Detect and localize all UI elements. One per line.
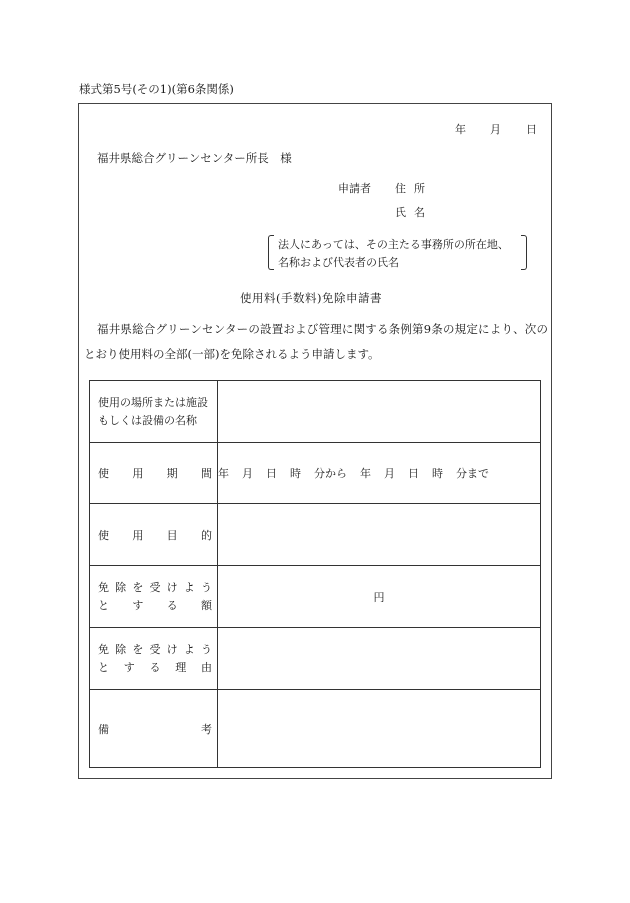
reason-label-char: る xyxy=(149,660,161,674)
period-part: 年 xyxy=(360,467,371,480)
period-label-char: 間 xyxy=(200,467,212,480)
amount-label-char: 免 xyxy=(98,580,109,594)
date-year-label: 年 xyxy=(455,123,466,136)
location-label-line-1: 使用の場所または施設 xyxy=(98,395,208,409)
table-row-remarks xyxy=(90,690,541,768)
reason-label-char: を xyxy=(132,642,144,656)
amount-value-cell[interactable] xyxy=(218,566,541,628)
date-month-label: 月 xyxy=(490,123,501,136)
addressee: 福井県総合グリーンセンター所長 様 xyxy=(97,151,292,165)
corporate-note-line-1: 法人にあっては、その主たる事務所の所在地、 xyxy=(278,238,509,251)
amount-label-char: と xyxy=(98,598,109,612)
remarks-label xyxy=(90,690,218,768)
table-row-amount xyxy=(90,566,541,628)
period-part: 月 xyxy=(384,467,395,480)
remarks-label-char: 考 xyxy=(201,722,212,736)
location-label-line-2: もしくは設備の名称 xyxy=(98,413,197,427)
body-text: 福井県総合グリーンセンターの設置および管理に関する条例第9条の規定により、次のとおり使用料の全部(一部)を免除されるよう申請します。 xyxy=(84,322,548,361)
reason-value-cell[interactable] xyxy=(218,628,541,690)
purpose-label-char: 的 xyxy=(200,528,212,542)
reason-label-char: よ xyxy=(183,642,195,656)
reason-label-char: 除 xyxy=(115,642,127,656)
date-day-label: 日 xyxy=(526,123,537,136)
period-value-cell[interactable] xyxy=(218,443,541,504)
table-row-location xyxy=(90,381,541,443)
reason-label-char: す xyxy=(123,660,135,674)
period-part: 日 xyxy=(408,467,419,480)
corporate-note xyxy=(268,235,527,270)
period-part: 年 xyxy=(218,467,229,480)
table-row-reason xyxy=(90,628,541,690)
remarks-value-cell[interactable] xyxy=(218,690,541,768)
yen-unit: 円 xyxy=(373,590,385,604)
purpose-label-char: 使 xyxy=(98,528,109,542)
period-label-char: 期 xyxy=(166,467,178,480)
address-label: 住所 xyxy=(395,182,433,195)
period-part: 分から xyxy=(314,467,347,480)
amount-label-char: す xyxy=(132,598,144,612)
reason-label-char: け xyxy=(166,642,178,656)
period-part: 時 xyxy=(432,467,443,480)
reason-label-char: う xyxy=(200,642,212,656)
reason-label-char: と xyxy=(98,660,109,674)
table-row-period xyxy=(90,443,541,504)
purpose-label-char: 目 xyxy=(166,528,178,542)
applicant-label: 申請者 xyxy=(338,182,371,195)
application-table xyxy=(89,380,541,768)
amount-label-char: る xyxy=(166,598,178,612)
period-label xyxy=(90,443,218,504)
period-part: 日 xyxy=(266,467,277,480)
right-bracket xyxy=(521,235,527,270)
left-bracket xyxy=(268,235,274,270)
amount-label-char: け xyxy=(166,580,178,594)
amount-label-char: 除 xyxy=(115,580,127,594)
reason-label-char: 由 xyxy=(201,660,212,674)
amount-label xyxy=(90,566,218,628)
purpose-label-char: 用 xyxy=(132,528,144,542)
amount-label-char: 受 xyxy=(149,580,161,594)
period-part: 月 xyxy=(242,467,253,480)
document-title: 使用料(手数料)免除申請書 xyxy=(240,291,382,305)
reason-label-char: 受 xyxy=(149,642,161,656)
remarks-label-char: 備 xyxy=(98,722,109,736)
amount-label-char: を xyxy=(132,580,144,594)
amount-label-char: よ xyxy=(183,580,195,594)
purpose-value-cell[interactable] xyxy=(218,504,541,566)
amount-label-char: う xyxy=(200,580,212,594)
name-label: 氏名 xyxy=(395,206,433,219)
period-label-char: 用 xyxy=(132,467,144,480)
form-number-label: 様式第5号(その1)(第6条関係) xyxy=(79,82,234,96)
corporate-note-line-2: 名称および代表者の氏名 xyxy=(278,256,399,269)
purpose-label xyxy=(90,504,218,566)
location-value-cell[interactable] xyxy=(218,381,541,443)
reason-label xyxy=(90,628,218,690)
period-part: 分まで xyxy=(456,467,489,480)
reason-label-char: 理 xyxy=(175,660,187,674)
location-label xyxy=(90,381,218,443)
period-label-char: 使 xyxy=(98,467,109,480)
period-part: 時 xyxy=(290,467,301,480)
reason-label-char: 免 xyxy=(98,642,109,656)
amount-label-char: 額 xyxy=(200,598,212,612)
table-row-purpose xyxy=(90,504,541,566)
